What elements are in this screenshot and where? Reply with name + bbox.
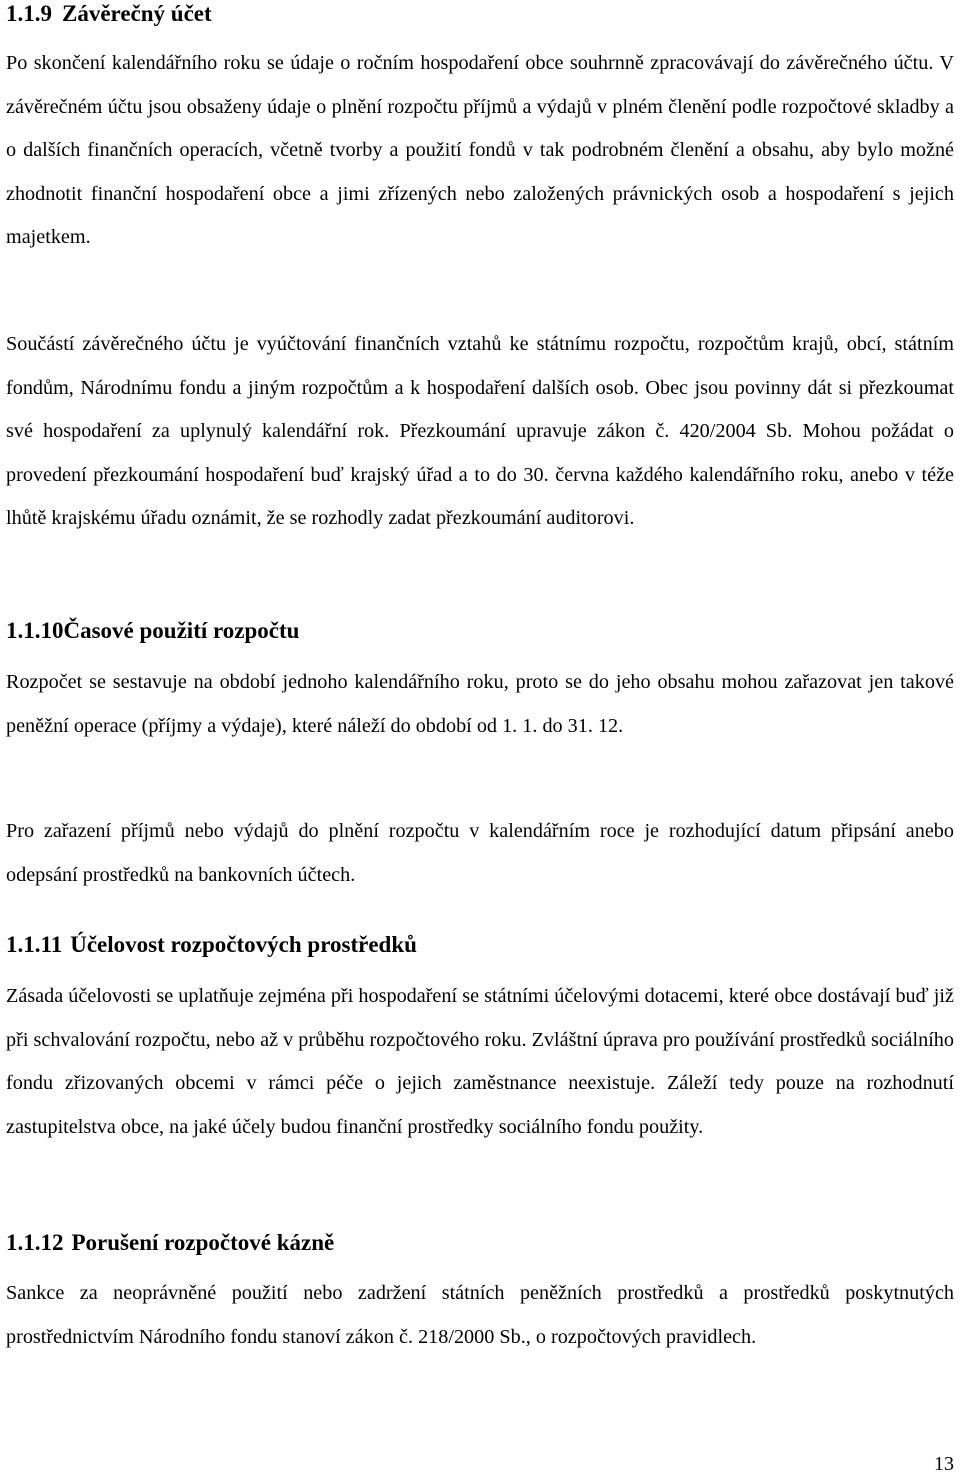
- section-heading-1-1-11: [6, 931, 417, 959]
- section-heading-1-1-9: [6, 0, 212, 28]
- section-title: Účelovost rozpočtových prostředků: [70, 932, 417, 957]
- paragraph: Rozpočet se sestavuje na období jednoho kalendářního roku, proto se do jeho obsahu mohou zařazovat jen takové peněžní operace (příjmy a výdaje), které náleží do období od 1. 1. do 31. 12.: [6, 671, 954, 737]
- paragraph: Sankce za neoprávněné použití nebo zadržení státních peněžních prostředků a prostředků poskytnutých prostřednictvím Národního fondu stanoví zákon č. 218/2000 Sb., o rozpočtových pravidlech.: [6, 1282, 954, 1348]
- section-title: Porušení rozpočtové kázně: [71, 1230, 335, 1255]
- section-title: Závěrečný účet: [62, 1, 212, 26]
- section-number: 1.1.10: [6, 618, 64, 643]
- section-number: 1.1.11: [6, 932, 63, 957]
- paragraph: Pro zařazení příjmů nebo výdajů do plnění rozpočtu v kalendářním roce je rozhodující datum připsání anebo odepsání prostředků na bankovních účtech.: [6, 820, 954, 886]
- paragraph: Po skončení kalendářního roku se údaje o ročním hospodaření obce souhrnně zpracovávají do závěrečného účtu. V závěrečném účtu jsou obsaženy údaje o plnění rozpočtu příjmů a výdajů v plném členění podle rozpočtové skladby a o dalších finančních operacích, včetně tvorby a použití fondů v tak podrobném členění a obsahu, aby bylo možné zhodnotit finanční hospodaření obce a jimi zřízených nebo založených právnických osob a hospodaření s jejich majetkem.: [6, 52, 954, 248]
- section-heading-1-1-12: [6, 1229, 334, 1257]
- page-number: 13: [934, 1453, 954, 1475]
- paragraph: Součástí závěrečného účtu je vyúčtování finančních vztahů ke státnímu rozpočtu, rozpočtům krajů, obcí, státním fondům, Národnímu fondu a jiným rozpočtům a k hospodaření dalších osob. Obec jsou povinny dát si přezkoumat své hospodaření za uplynulý kalendářní rok. Přezkoumání upravuje zákon č. 420/2004 Sb. Mohou požádat o provedení přezkoumání hospodaření buď krajský úřad a to do 30. června každého kalendářního roku, anebo v téže lhůtě krajskému úřadu oznámit, že se rozhodly zadat přezkoumání auditorovi.: [6, 333, 954, 529]
- section-number: 1.1.12: [6, 1230, 64, 1255]
- section-title: Časové použití rozpočtu: [63, 618, 300, 643]
- section-number: 1.1.9: [6, 1, 52, 26]
- paragraph: Zásada účelovosti se uplatňuje zejména při hospodaření se státními účelovými dotacemi, které obce dostávají buď již při schvalování rozpočtu, nebo až v průběhu rozpočtového roku. Zvláštní úprava pro používání prostředků sociálního fondu zřizovaných obcemi v rámci péče o jejich zaměstnance neexistuje. Záleží tedy pouze na rozhodnutí zastupitelstva obce, na jaké účely budou finanční prostředky sociálního fondu použity.: [6, 985, 954, 1138]
- section-heading-1-1-10: [6, 617, 299, 645]
